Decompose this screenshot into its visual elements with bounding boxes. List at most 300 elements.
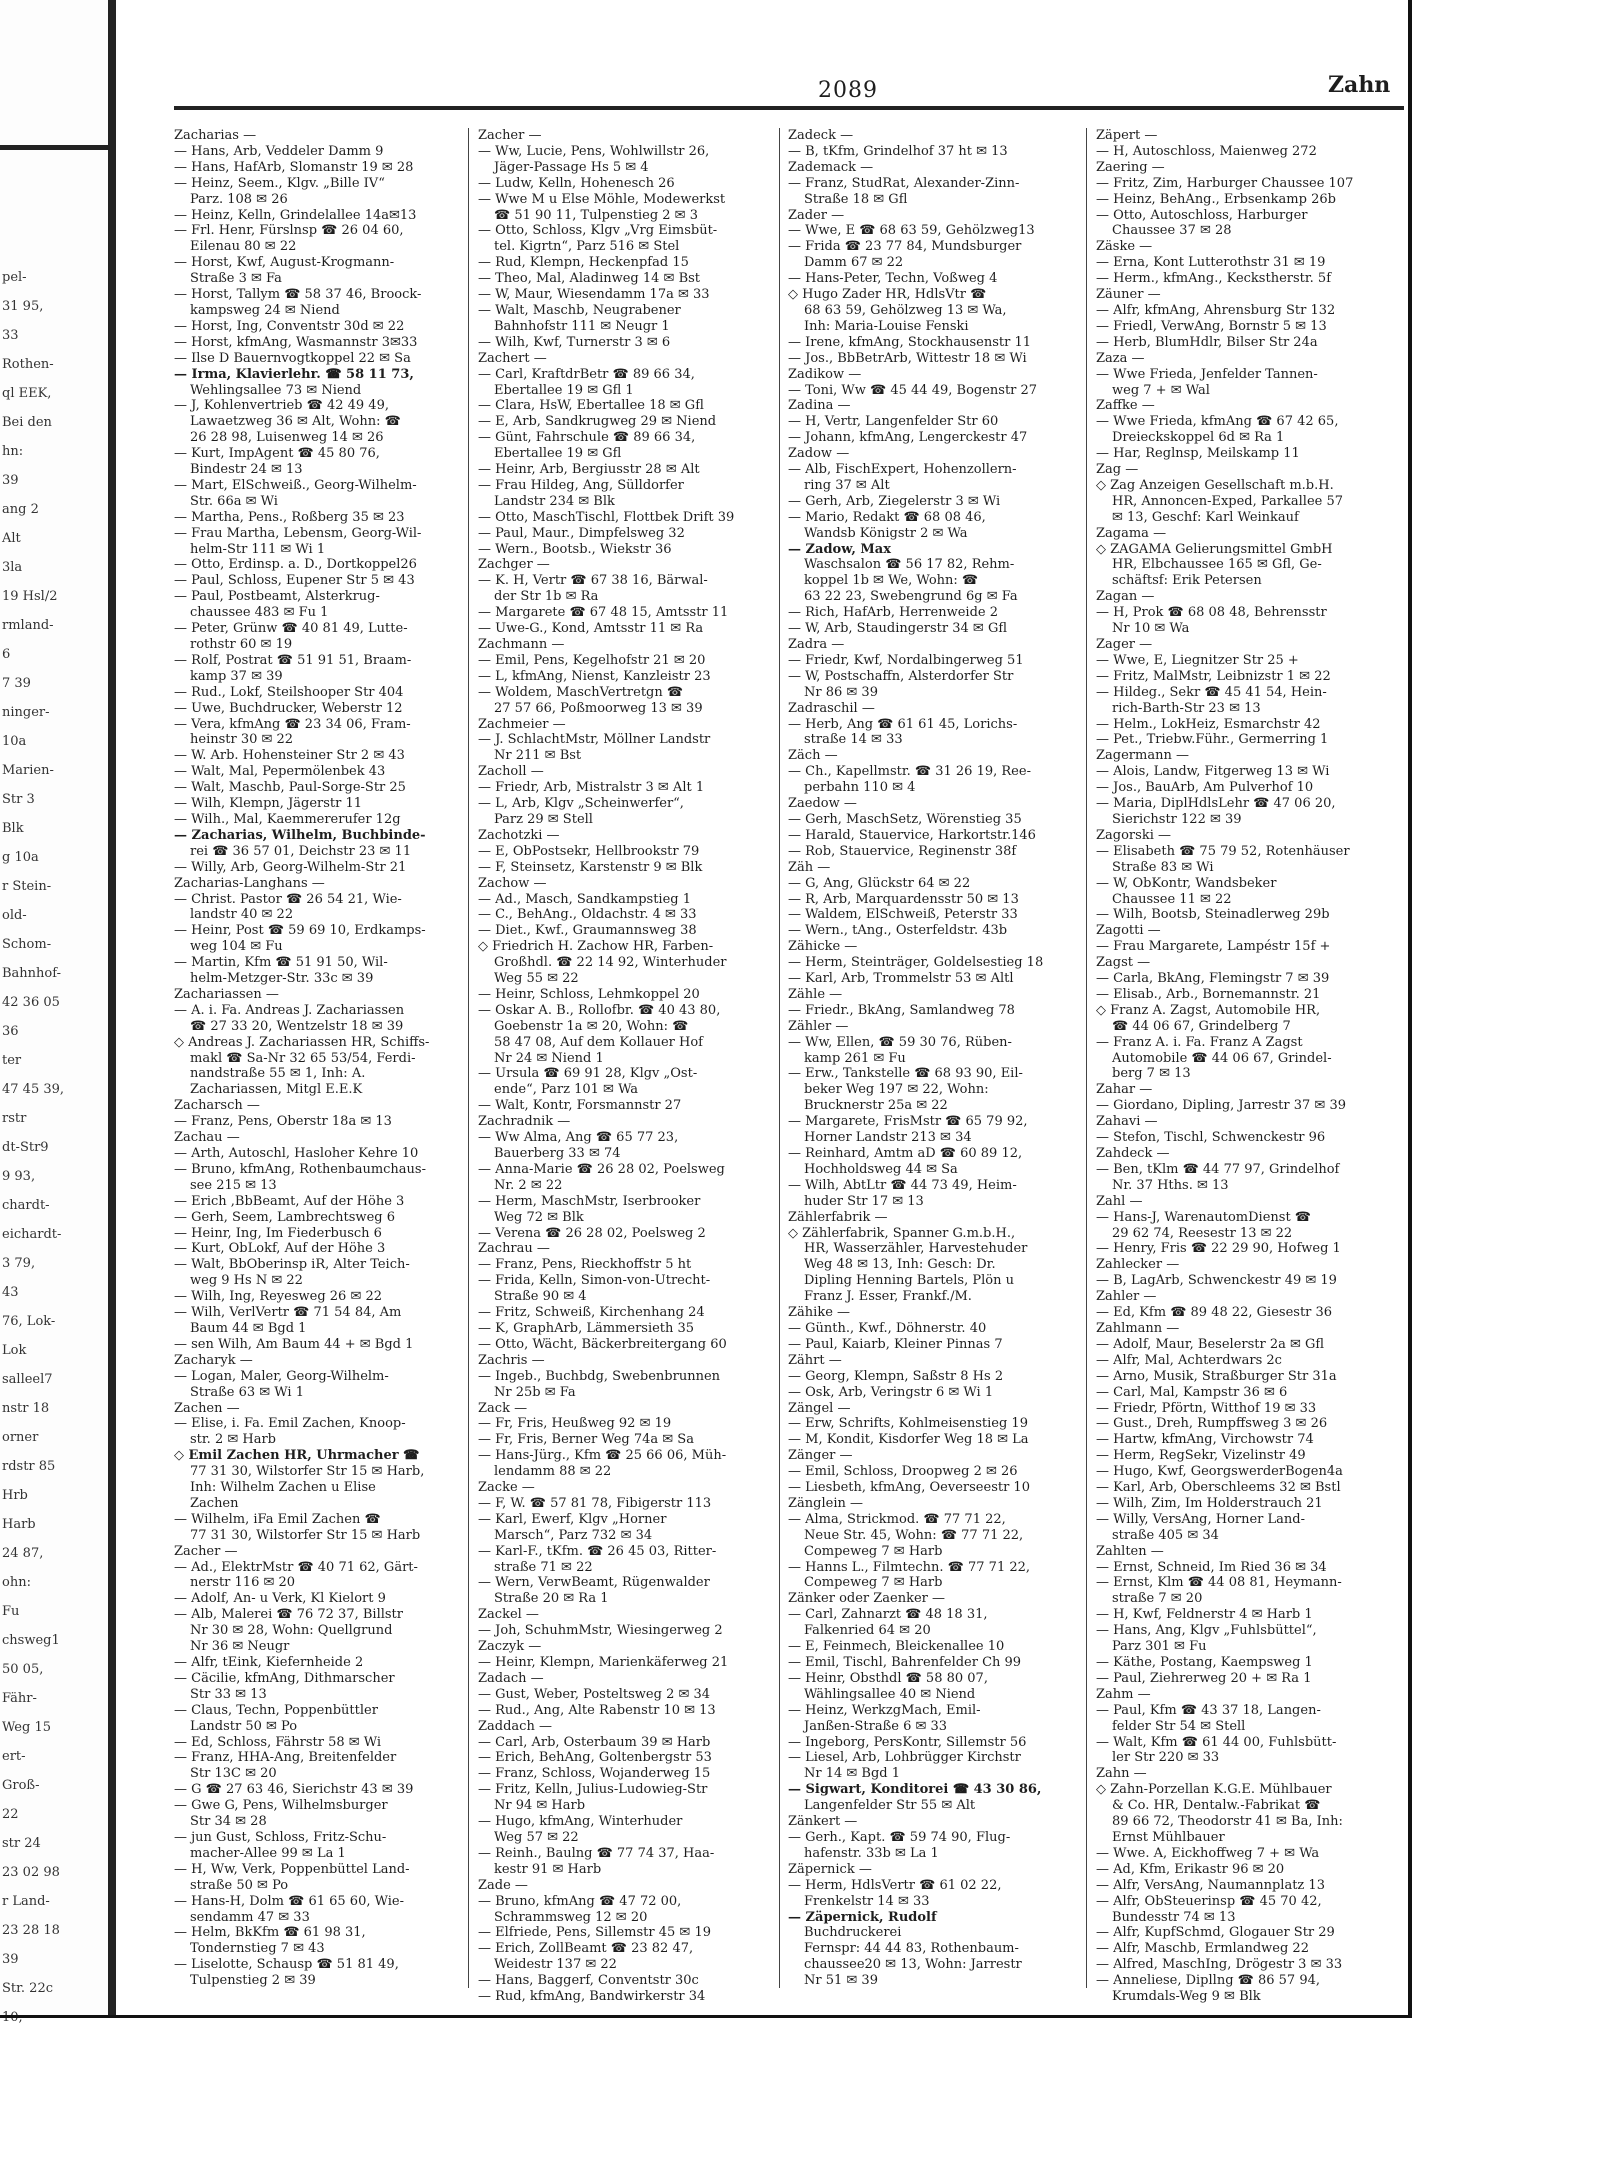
directory-line: — Fritz, MalMstr, Leibnizstr 1 ✉ 22 bbox=[1096, 668, 1331, 684]
directory-line: — J, Kohlenvertrieb ☎ 42 49 49, bbox=[174, 398, 389, 414]
directory-line: — Hugo, Kwf, GeorgswerderBogen4a bbox=[1096, 1464, 1343, 1480]
directory-line: 68 63 59, Gehölzweg 13 ✉ Wa, bbox=[804, 302, 1007, 318]
previous-page-fragment: 23 02 98 bbox=[2, 1865, 60, 1880]
directory-line: nandstraße 55 ✉ 1, Inh: A. bbox=[190, 1066, 366, 1082]
previous-page-fragment: ang 2 bbox=[2, 502, 39, 517]
directory-line: Straße 3 ✉ Fa bbox=[190, 271, 282, 287]
directory-line: — Christ. Pastor ☎ 26 54 21, Wie- bbox=[174, 891, 402, 907]
directory-line: ◇ Emil Zachen HR, Uhrmacher ☎ bbox=[174, 1448, 420, 1464]
directory-line: — Frau Hildeg, Ang, Sülldorfer bbox=[478, 477, 684, 493]
directory-line: — R, Arb, Marquardensstr 50 ✉ 13 bbox=[788, 891, 1019, 907]
directory-line: Eilenau 80 ✉ 22 bbox=[190, 239, 297, 255]
directory-line: Inh: Maria-Louise Fenski bbox=[804, 318, 969, 334]
previous-page-fragment: Weg 15 bbox=[2, 1720, 51, 1735]
directory-line: — Wwe. A, Eickhoffweg 7 + ✉ Wa bbox=[1096, 1845, 1320, 1861]
previous-page-fragment: r Land- bbox=[2, 1894, 50, 1909]
directory-line: Bauerberg 33 ✉ 74 bbox=[494, 1146, 621, 1161]
directory-line: Zader — bbox=[788, 207, 845, 223]
directory-line: Zade — bbox=[478, 1877, 528, 1893]
directory-line: — L, kfmAng, Nienst, Kanzleistr 23 bbox=[478, 668, 711, 684]
directory-line: Fernspr: 44 44 83, Rothenbaum- bbox=[804, 1941, 1019, 1957]
directory-line: — A. i. Fa. Andreas J. Zachariassen bbox=[174, 1002, 405, 1018]
directory-line: — W, Postschaffn, Alsterdorfer Str bbox=[788, 668, 1014, 684]
directory-line: Zagermann — bbox=[1096, 748, 1189, 764]
directory-line: Str 13C ✉ 20 bbox=[190, 1766, 277, 1782]
directory-line: Zachger — bbox=[478, 557, 550, 573]
directory-line: — Margarete ☎ 67 48 15, Amtsstr 11 bbox=[478, 605, 729, 621]
directory-line: — Gerh., Kapt. ☎ 59 74 90, Flug- bbox=[788, 1829, 1011, 1845]
previous-page-fragment: orner bbox=[2, 1430, 39, 1445]
directory-line: — Franz, StudRat, Alexander-Zinn- bbox=[788, 175, 1020, 191]
directory-line: hafenstr. 33b ✉ La 1 bbox=[804, 1845, 939, 1861]
directory-line: — Zäpernick, Rudolf bbox=[788, 1909, 937, 1925]
directory-line: — Rud., Lokf, Steilshooper Str 404 bbox=[174, 684, 404, 700]
directory-line: kamp 37 ✉ 39 bbox=[190, 668, 283, 684]
page-number: 2089 bbox=[818, 78, 878, 103]
directory-line: Zähler — bbox=[788, 1018, 849, 1034]
directory-line: — Carl, KraftdrBetr ☎ 89 66 34, bbox=[478, 366, 695, 382]
directory-line: Ernst Mühlbauer bbox=[1112, 1829, 1225, 1845]
directory-line: — Margarete, FrisMstr ☎ 65 79 92, bbox=[788, 1114, 1028, 1130]
directory-line: — K. H, Vertr ☎ 67 38 16, Bärwal- bbox=[478, 573, 708, 589]
directory-line: Zacke — bbox=[478, 1480, 535, 1496]
directory-line: Zänglein — bbox=[788, 1495, 863, 1511]
directory-line: — Emil, Schloss, Droopweg 2 ✉ 26 bbox=[788, 1464, 1018, 1480]
directory-line: Chaussee 11 ✉ 22 bbox=[1112, 891, 1232, 907]
directory-line: — W, Arb, Staudingerstr 34 ✉ Gfl bbox=[788, 621, 1008, 637]
directory-line: 89 66 72, Theodorstr 41 ✉ Ba, Inh: bbox=[1112, 1814, 1343, 1830]
directory-line: — Wwe M u Else Möhle, Modewerkst bbox=[478, 191, 726, 207]
directory-line: Zahdeck — bbox=[1096, 1146, 1170, 1161]
directory-line: 77 31 30, Wilstorfer Str 15 ✉ Harb bbox=[190, 1527, 421, 1543]
directory-line: — Horst, Ing, Conventstr 30d ✉ 22 bbox=[174, 318, 405, 334]
directory-line: — Clara, HsW, Ebertallee 18 ✉ Gfl bbox=[478, 398, 704, 414]
column-4 bbox=[1096, 128, 1381, 2005]
directory-line: — Frida, Kelln, Simon-von-Utrecht- bbox=[478, 1273, 711, 1289]
directory-line: — Heinr, Schloss, Lehmkoppel 20 bbox=[478, 986, 700, 1002]
directory-line: Zachmeier — bbox=[478, 716, 566, 732]
directory-line: — Har, Reglnsp, Meilskamp 11 bbox=[1096, 446, 1300, 462]
directory-line: — C., BehAng., Oldachstr. 4 ✉ 33 bbox=[478, 907, 697, 923]
directory-line: 77 31 30, Wilstorfer Str 15 ✉ Harb, bbox=[190, 1464, 425, 1480]
directory-line: — Peter, Grünw ☎ 40 81 49, Lutte- bbox=[174, 621, 408, 637]
directory-line: — Frida ☎ 23 77 84, Mundsburger bbox=[788, 239, 1022, 255]
directory-line: Zadikow — bbox=[788, 366, 862, 382]
previous-page-fragment: Harb bbox=[2, 1517, 36, 1532]
directory-line: Zähle — bbox=[788, 986, 843, 1002]
previous-page-fragment: 9 93, bbox=[2, 1169, 36, 1184]
directory-line: — Karl, Ewerf, Klgv „Horner bbox=[478, 1511, 667, 1527]
directory-line: Bahnhofstr 111 ✉ Neugr 1 bbox=[494, 318, 670, 334]
previous-page-fragment: rdstr 85 bbox=[2, 1459, 56, 1474]
directory-line: — Otto, Wächt, Bäckerbreitergang 60 bbox=[478, 1336, 727, 1352]
directory-line: — Ben, tKlm ☎ 44 77 97, Grindelhof bbox=[1096, 1161, 1340, 1177]
directory-line: Nr 24 ✉ Niend 1 bbox=[494, 1050, 604, 1066]
directory-line: — Wilh, Zim, Im Holderstrauch 21 bbox=[1096, 1495, 1323, 1511]
directory-line: — Paul, Kaiarb, Kleiner Pinnas 7 bbox=[788, 1336, 1003, 1352]
directory-line: — Herb, BlumHdlr, Bilser Str 24a bbox=[1096, 334, 1318, 350]
directory-line: — Horst, Kwf, August-Krogmann- bbox=[174, 255, 395, 271]
directory-line: — Herm., kfmAng., Keckstherstr. 5f bbox=[1096, 271, 1332, 287]
directory-line: str. 2 ✉ Harb bbox=[190, 1432, 276, 1448]
directory-line: Zadach — bbox=[478, 1670, 544, 1686]
directory-line: Tondernstieg 7 ✉ 43 bbox=[190, 1941, 325, 1957]
directory-line: Zäch — bbox=[788, 748, 838, 764]
directory-line: tel. Kigrtn“, Parz 516 ✉ Stel bbox=[494, 239, 680, 255]
previous-page-fragment: 24 87, bbox=[2, 1546, 44, 1561]
directory-line: — Bruno, kfmAng, Rothenbaumchaus- bbox=[174, 1161, 426, 1177]
directory-line: — Anna-Marie ☎ 26 28 02, Poelsweg bbox=[478, 1161, 725, 1177]
directory-line: — Wilh, VerlVertr ☎ 71 54 84, Am bbox=[174, 1305, 402, 1321]
directory-line: Zadra — bbox=[788, 637, 845, 652]
directory-line: — Wilh., Mal, Kaemmererufer 12g bbox=[174, 811, 401, 827]
directory-line: Wandsb Königstr 2 ✉ Wa bbox=[804, 525, 968, 541]
directory-line: Zählerfabrik — bbox=[788, 1209, 888, 1225]
column-2 bbox=[478, 128, 763, 2005]
directory-line: — Bruno, kfmAng ☎ 47 72 00, bbox=[478, 1893, 682, 1909]
previous-page-fragment: 7 39 bbox=[2, 676, 31, 691]
directory-line: — Joh, SchuhmMstr, Wiesingerweg 2 bbox=[478, 1623, 723, 1639]
directory-line: Langenfelder Str 55 ✉ Alt bbox=[804, 1798, 976, 1814]
directory-line: — M, Kondit, Kisdorfer Weg 18 ✉ La bbox=[788, 1432, 1029, 1448]
directory-line: — Wwe, E, Liegnitzer Str 25 + bbox=[1096, 652, 1299, 668]
directory-line: — Fr, Fris, Berner Weg 74a ✉ Sa bbox=[478, 1432, 694, 1448]
directory-line: — Heinr, Arb, Bergiusstr 28 ✉ Alt bbox=[478, 462, 700, 478]
previous-page-fragment: rmland- bbox=[2, 618, 54, 633]
directory-line: — Frau Margarete, Lampéstr 15f + bbox=[1096, 939, 1331, 955]
directory-line: Tulpenstieg 2 ✉ 39 bbox=[190, 1973, 316, 1989]
directory-line: — Hans-Jürg., Kfm ☎ 25 66 06, Müh- bbox=[478, 1448, 727, 1464]
directory-line: Zachert — bbox=[478, 350, 547, 366]
previous-page-fragment: 43 bbox=[2, 1285, 19, 1300]
directory-line: 27 57 66, Poßmoorweg 13 ✉ 39 bbox=[494, 700, 703, 716]
directory-line: straße 50 ✉ Po bbox=[190, 1877, 289, 1893]
directory-line: Zachariassen, Mitgl E.E.K bbox=[190, 1082, 363, 1098]
directory-line: ☎ 44 06 67, Grindelberg 7 bbox=[1112, 1018, 1291, 1034]
directory-line: Krumdals-Weg 9 ✉ Blk bbox=[1112, 1989, 1261, 2005]
directory-line: — Erich ,BbBeamt, Auf der Höhe 3 bbox=[174, 1193, 405, 1209]
previous-page-fragment: 31 95, bbox=[2, 299, 44, 314]
directory-line: chaussee20 ✉ 13, Wohn: Jarrestr bbox=[804, 1957, 1022, 1973]
directory-line: Compeweg 7 ✉ Harb bbox=[804, 1575, 943, 1591]
directory-line: Zahlten — bbox=[1096, 1543, 1164, 1559]
running-head: Zahn bbox=[1328, 72, 1391, 98]
directory-line: — Wern., Bootsb., Wiekstr 36 bbox=[478, 541, 672, 557]
directory-line: — Theo, Mal, Aladinweg 14 ✉ Bst bbox=[478, 271, 701, 287]
previous-page-fragment: 39 bbox=[2, 1952, 19, 1967]
directory-line: — Martha, Pens., Roßberg 35 ✉ 23 bbox=[174, 509, 405, 525]
directory-line: — Helm., LokHeiz, Esmarchstr 42 bbox=[1096, 716, 1321, 732]
directory-line: Automobile ☎ 44 06 67, Grindel- bbox=[1112, 1050, 1332, 1066]
directory-line: — Friedr, Arb, Mistralstr 3 ✉ Alt 1 bbox=[478, 780, 705, 796]
directory-line: Parz 301 ✉ Fu bbox=[1112, 1639, 1207, 1655]
directory-line: & Co. HR, Dentalw.-Fabrikat ☎ bbox=[1112, 1798, 1321, 1814]
page-gutter bbox=[108, 0, 116, 2015]
previous-page-fragment: old- bbox=[2, 908, 27, 923]
directory-line: — Paul, Ziehrerweg 20 + ✉ Ra 1 bbox=[1096, 1670, 1312, 1686]
directory-line: — Horst, Tallym ☎ 58 37 46, Broock- bbox=[174, 287, 422, 303]
directory-line: — Günt, Fahrschule ☎ 89 66 34, bbox=[478, 430, 696, 446]
directory-line: — Alfr, ObSteuerinsp ☎ 45 70 42, bbox=[1096, 1893, 1322, 1909]
directory-line: — Gerh, Seem, Lambrechtsweg 6 bbox=[174, 1209, 395, 1225]
directory-line: — Claus, Techn, Poppenbüttler bbox=[174, 1702, 378, 1718]
directory-line: Nr. 37 Hths. ✉ 13 bbox=[1112, 1177, 1229, 1193]
directory-line: Baum 44 ✉ Bgd 1 bbox=[190, 1320, 307, 1336]
directory-line: — Hans, HafArb, Slomanstr 19 ✉ 28 bbox=[174, 159, 414, 175]
directory-line: — Frau Martha, Lebensm, Georg-Wil- bbox=[174, 525, 422, 541]
directory-line: — Ww Alma, Ang ☎ 65 77 23, bbox=[478, 1130, 679, 1146]
directory-line: Ebertallee 19 ✉ Gfl bbox=[494, 446, 622, 462]
previous-page-fragment: ql EEK, bbox=[2, 386, 52, 401]
directory-line: — Hans, Ang, Klgv „Fuhlsbüttel“, bbox=[1096, 1623, 1317, 1639]
directory-line: Zacharsch — bbox=[174, 1098, 260, 1114]
previous-page-fragment: Str 3 bbox=[2, 792, 35, 807]
directory-line: — Frl. Henr, Fürslnsp ☎ 26 04 60, bbox=[174, 223, 404, 239]
directory-line: — Stefon, Tischl, Schwenckestr 96 bbox=[1096, 1130, 1326, 1146]
directory-line: Inh: Wilhelm Zachen u Elise bbox=[190, 1480, 376, 1496]
directory-line: — Irma, Klavierlehr. ☎ 58 11 73, bbox=[174, 366, 414, 382]
directory-line: rei ☎ 36 57 01, Deichstr 23 ✉ 11 bbox=[190, 843, 412, 859]
directory-line: — Rolf, Postrat ☎ 51 91 51, Braam- bbox=[174, 652, 412, 668]
directory-line: — Franz, Pens, Oberstr 18a ✉ 13 bbox=[174, 1114, 392, 1130]
directory-line: — Hanns L., Filmtechn. ☎ 77 71 22, bbox=[788, 1559, 1031, 1575]
directory-line: Chaussee 37 ✉ 28 bbox=[1112, 223, 1232, 239]
directory-line: heinstr 30 ✉ 22 bbox=[190, 732, 294, 748]
directory-line: — sen Wilh, Am Baum 44 + ✉ Bgd 1 bbox=[174, 1336, 414, 1352]
directory-line: HR, Annoncen-Exped, Parkallee 57 bbox=[1112, 493, 1344, 509]
directory-line: — Rich, HafArb, Herrenweide 2 bbox=[788, 605, 999, 621]
directory-line: — Alfred, MaschIng, Drögestr 3 ✉ 33 bbox=[1096, 1957, 1343, 1973]
directory-line: weg 9 Hs N ✉ 22 bbox=[190, 1273, 303, 1289]
directory-line: — Ernst, Klm ☎ 44 08 81, Heymann- bbox=[1096, 1575, 1342, 1591]
directory-line: lendamm 88 ✉ 22 bbox=[494, 1464, 612, 1480]
directory-line: — Herm, MaschMstr, Iserbrooker bbox=[478, 1193, 701, 1209]
directory-line: Zachariassen — bbox=[174, 986, 279, 1002]
directory-line: Nr 10 ✉ Wa bbox=[1112, 621, 1190, 637]
directory-line: — Wern, VerwBeamt, Rügenwalder bbox=[478, 1575, 710, 1591]
directory-line: — Alois, Landw, Fitgerweg 13 ✉ Wi bbox=[1096, 764, 1330, 780]
directory-line: Zaczyk — bbox=[478, 1639, 542, 1655]
directory-line: — Wwe, E ☎ 68 63 59, Gehölzweg13 bbox=[788, 223, 1035, 239]
previous-page-rule bbox=[0, 145, 112, 150]
directory-line: — Horst, kfmAng, Wasmannstr 3✉33 bbox=[174, 334, 418, 350]
directory-line: Zagotti — bbox=[1096, 923, 1161, 939]
directory-line: — Paul, Kfm ☎ 43 37 18, Langen- bbox=[1096, 1702, 1321, 1718]
directory-line: ◇ Andreas J. Zachariassen HR, Schiffs- bbox=[174, 1034, 430, 1050]
directory-line: — jun Gust, Schloss, Fritz-Schu- bbox=[174, 1829, 387, 1845]
directory-line: — Waldem, ElSchweiß, Peterstr 33 bbox=[788, 907, 1018, 923]
directory-line: — F, Steinsetz, Karstenstr 9 ✉ Blk bbox=[478, 859, 703, 875]
column-divider bbox=[468, 128, 469, 1988]
directory-line: — Liesel, Arb, Lohbrügger Kirchstr bbox=[788, 1750, 1021, 1766]
directory-line: — Günth., Kwf., Döhnerstr. 40 bbox=[788, 1320, 987, 1336]
previous-page-fragment: ninger- bbox=[2, 705, 50, 720]
directory-line: — Wilh, Klempn, Jägerstr 11 bbox=[174, 796, 363, 812]
directory-line: ◇ Hugo Zader HR, HdlsVtr ☎ bbox=[788, 287, 987, 303]
directory-line: Zahn — bbox=[1096, 1766, 1147, 1782]
directory-line: — Mario, Redakt ☎ 68 08 46, bbox=[788, 509, 986, 525]
directory-line: weg 7 + ✉ Wal bbox=[1112, 382, 1210, 398]
directory-line: Compeweg 7 ✉ Harb bbox=[804, 1543, 943, 1559]
directory-line: Zager — bbox=[1096, 637, 1153, 652]
directory-line: — Ursula ☎ 69 91 28, Klgv „Ost- bbox=[478, 1066, 698, 1082]
directory-line: — Paul, Postbeamt, Alsterkrug- bbox=[174, 589, 380, 605]
directory-line: — Gust, Weber, Posteltsweg 2 ✉ 34 bbox=[478, 1686, 711, 1702]
directory-line: — Zacharias, Wilhelm, Buchbinde- bbox=[174, 827, 426, 843]
directory-line: — Wilh, Bootsb, Steinadlerweg 29b bbox=[1096, 907, 1330, 923]
directory-line: Zäh — bbox=[788, 859, 831, 875]
directory-line: Bindestr 24 ✉ 13 bbox=[190, 462, 303, 478]
previous-page-fragment: 36 bbox=[2, 1024, 19, 1039]
directory-line: 58 47 08, Auf dem Kollauer Hof bbox=[494, 1034, 703, 1050]
directory-line: — Heinz, BehAng., Erbsenkamp 26b bbox=[1096, 191, 1336, 207]
directory-line: ◇ ZAGAMA Gelierungsmittel GmbH bbox=[1096, 541, 1333, 557]
directory-line: Sierichstr 122 ✉ 39 bbox=[1112, 811, 1242, 827]
directory-line: — L, Arb, Klgv „Scheinwerfer“, bbox=[478, 796, 684, 812]
directory-line: — Otto, MaschTischl, Flottbek Drift 39 bbox=[478, 509, 735, 525]
directory-line: Bundesstr 74 ✉ 13 bbox=[1112, 1909, 1236, 1925]
directory-line: Zachow — bbox=[478, 875, 547, 891]
directory-line: Zänker oder Zaenker — bbox=[788, 1591, 946, 1607]
directory-line: — Carl, Zahnarzt ☎ 48 18 31, bbox=[788, 1607, 988, 1623]
directory-line: Zahl — bbox=[1096, 1193, 1143, 1209]
directory-line: — Maria, DiplHdlsLehr ☎ 47 06 20, bbox=[1096, 796, 1336, 812]
directory-line: ✉ 13, Geschf: Karl Weinkauf bbox=[1112, 509, 1299, 525]
directory-line: ◇ Franz A. Zagst, Automobile HR, bbox=[1096, 1002, 1321, 1018]
directory-line: Weidestr 137 ✉ 22 bbox=[494, 1957, 617, 1973]
directory-line: Zagst — bbox=[1096, 955, 1151, 971]
directory-line: Str. 66a ✉ Wi bbox=[190, 493, 278, 509]
directory-line: — Gerh, Arb, Ziegelerstr 3 ✉ Wi bbox=[788, 493, 1001, 509]
directory-line: — Fritz, Zim, Harburger Chaussee 107 bbox=[1096, 175, 1354, 191]
directory-line: — J. SchlachtMstr, Möllner Landstr bbox=[478, 732, 711, 748]
directory-line: Straße 63 ✉ Wi 1 bbox=[190, 1384, 304, 1400]
directory-line: Zachen bbox=[190, 1495, 239, 1511]
directory-line: Zacher — bbox=[174, 1543, 238, 1559]
directory-line: — Friedl, VerwAng, Bornstr 5 ✉ 13 bbox=[1096, 318, 1327, 334]
directory-line: — Rud., Ang, Alte Rabenstr 10 ✉ 13 bbox=[478, 1702, 716, 1718]
previous-page-fragment: 42 36 05 bbox=[2, 995, 60, 1010]
directory-line: — Adolf, An- u Verk, Kl Kielort 9 bbox=[174, 1591, 386, 1607]
directory-line: — Georg, Klempn, Saßstr 8 Hs 2 bbox=[788, 1368, 1004, 1384]
directory-line: straße 14 ✉ 33 bbox=[804, 732, 903, 748]
directory-line: — Giordano, Dipling, Jarrestr 37 ✉ 39 bbox=[1096, 1098, 1346, 1114]
directory-line: — H, Kwf, Feldnerstr 4 ✉ Harb 1 bbox=[1096, 1607, 1313, 1623]
directory-line: Nr 94 ✉ Harb bbox=[494, 1798, 586, 1814]
scan-border-right bbox=[1408, 0, 1412, 2018]
directory-page bbox=[118, 0, 1408, 2015]
previous-page-fragment: Marien- bbox=[2, 763, 54, 778]
directory-line: — Paul, Schloss, Eupener Str 5 ✉ 43 bbox=[174, 573, 415, 589]
directory-line: beker Weg 197 ✉ 22, Wohn: bbox=[804, 1082, 989, 1098]
directory-line: Zäpert — bbox=[1096, 128, 1158, 143]
directory-line: — Gwe G, Pens, Wilhelmsburger bbox=[174, 1798, 388, 1814]
directory-line: — Liesbeth, kfmAng, Oeverseestr 10 bbox=[788, 1480, 1030, 1496]
directory-line: — Wilh, Ing, Reyesweg 26 ✉ 22 bbox=[174, 1289, 383, 1305]
directory-line: Zadraschil — bbox=[788, 700, 875, 716]
previous-page-fragment: Str. 22c bbox=[2, 1981, 54, 1996]
directory-line: Zahlmann — bbox=[1096, 1320, 1180, 1336]
directory-line: — Wilhelm, iFa Emil Zachen ☎ bbox=[174, 1511, 381, 1527]
directory-line: — H, Vertr, Langenfelder Str 60 bbox=[788, 414, 999, 430]
directory-line: — Anneliese, Dipllng ☎ 86 57 94, bbox=[1096, 1973, 1320, 1989]
directory-line: Weg 55 ✉ 22 bbox=[494, 971, 579, 987]
previous-page-fragment: Rothen- bbox=[2, 357, 54, 372]
previous-page-fragment: 19 Hsl/2 bbox=[2, 589, 58, 604]
directory-line: — Wern., tAng., Osterfeldstr. 43b bbox=[788, 923, 1008, 939]
directory-line: — Hans, Arb, Veddeler Damm 9 bbox=[174, 143, 384, 159]
directory-line: — Heinr, Post ☎ 59 69 10, Erdkamps- bbox=[174, 923, 426, 939]
directory-line: Hochholdsweg 44 ✉ Sa bbox=[804, 1161, 958, 1177]
directory-line: — Reinh., Baulng ☎ 77 74 37, Haa- bbox=[478, 1845, 715, 1861]
directory-line: — Wilh, AbtLtr ☎ 44 73 49, Heim- bbox=[788, 1177, 1017, 1193]
directory-line: Str 33 ✉ 13 bbox=[190, 1686, 267, 1702]
directory-line: — Ingeb., Buchbdg, Swebenbrunnen bbox=[478, 1368, 721, 1384]
directory-line: Straße 90 ✉ 4 bbox=[494, 1289, 587, 1305]
directory-line: — Kurt, ObLokf, Auf der Höhe 3 bbox=[174, 1241, 386, 1257]
directory-line: — K, GraphArb, Lämmersieth 35 bbox=[478, 1320, 695, 1336]
directory-line: Nr 30 ✉ 28, Wohn: Quellgrund bbox=[190, 1623, 393, 1639]
directory-line: — Liselotte, Schausp ☎ 51 81 49, bbox=[174, 1957, 399, 1973]
directory-line: — Alfr, Mal, Achterdwars 2c bbox=[1096, 1352, 1282, 1368]
directory-line: Dipling Henning Bartels, Plön u bbox=[804, 1273, 1014, 1289]
directory-line: nerstr 116 ✉ 20 bbox=[190, 1575, 296, 1591]
directory-line: — Karl, Arb, Trommelstr 53 ✉ Altl bbox=[788, 971, 1014, 987]
directory-line: — Alfr, VersAng, Naumannplatz 13 bbox=[1096, 1877, 1325, 1893]
directory-line: — Fr, Fris, Heußweg 92 ✉ 19 bbox=[478, 1416, 672, 1432]
directory-line: — Ed, Kfm ☎ 89 48 22, Giesestr 36 bbox=[1096, 1305, 1333, 1321]
column-3 bbox=[788, 128, 1073, 1988]
directory-line: Nr 211 ✉ Bst bbox=[494, 748, 582, 764]
previous-page-fragment: g 10a bbox=[2, 850, 39, 865]
directory-line: Zaffke — bbox=[1096, 398, 1155, 414]
directory-line: — G ☎ 27 63 46, Sierichstr 43 ✉ 39 bbox=[174, 1782, 414, 1798]
previous-page-edge bbox=[0, 0, 119, 2015]
directory-line: — Franz, Pens, Rieckhoffstr 5 ht bbox=[478, 1257, 692, 1273]
directory-line: — Walt, Kontr, Forsmannstr 27 bbox=[478, 1098, 682, 1114]
directory-line: Zadina — bbox=[788, 398, 851, 414]
directory-line: Zäpernick — bbox=[788, 1861, 872, 1877]
directory-line: — E, Feinmech, Bleickenallee 10 bbox=[788, 1639, 1005, 1655]
directory-line: — Kurt, ImpAgent ☎ 45 80 76, bbox=[174, 446, 380, 462]
directory-line: — Alfr, KupfSchmd, Glogauer Str 29 bbox=[1096, 1925, 1335, 1941]
directory-line: 63 22 23, Swebengrund 6g ✉ Fa bbox=[804, 589, 1018, 605]
column-1 bbox=[174, 128, 459, 1988]
directory-line: — W. Arb. Hohensteiner Str 2 ✉ 43 bbox=[174, 748, 405, 764]
directory-line: — Arth, Autoschl, Hasloher Kehre 10 bbox=[174, 1146, 419, 1161]
directory-line: macher-Allee 99 ✉ La 1 bbox=[190, 1845, 346, 1861]
directory-line: schäftsf: Erik Petersen bbox=[1112, 573, 1262, 589]
directory-line: — Otto, Autoschloss, Harburger bbox=[1096, 207, 1308, 223]
previous-page-fragment: salleel7 bbox=[2, 1372, 53, 1387]
directory-line: Zachau — bbox=[174, 1130, 240, 1146]
previous-page-fragment: Bei den bbox=[2, 415, 52, 430]
directory-line: Janßen-Straße 6 ✉ 33 bbox=[804, 1718, 948, 1734]
directory-line: Zadow — bbox=[788, 446, 850, 462]
directory-line: — Herb, Ang ☎ 61 61 45, Lorichs- bbox=[788, 716, 1018, 732]
directory-line: ◇ Zählerfabrik, Spanner G.m.b.H., bbox=[788, 1225, 1016, 1241]
directory-line: huder Str 17 ✉ 13 bbox=[804, 1193, 924, 1209]
previous-page-fragment: 6 bbox=[2, 647, 11, 662]
previous-page-fragment: 3 79, bbox=[2, 1256, 36, 1271]
directory-line: Nr 86 ✉ 39 bbox=[804, 684, 878, 700]
directory-line: — Oskar A. B., Rollofbr. ☎ 40 43 80, bbox=[478, 1002, 721, 1018]
previous-page-fragment: 10a bbox=[2, 734, 27, 749]
directory-line: Parz 29 ✉ Stell bbox=[494, 811, 593, 827]
directory-line: — Franz A. i. Fa. Franz A Zagst bbox=[1096, 1034, 1303, 1050]
directory-line: helm-Str 111 ✉ Wi 1 bbox=[190, 541, 326, 557]
directory-line: — Alma, Strickmod. ☎ 77 71 22, bbox=[788, 1511, 1006, 1527]
